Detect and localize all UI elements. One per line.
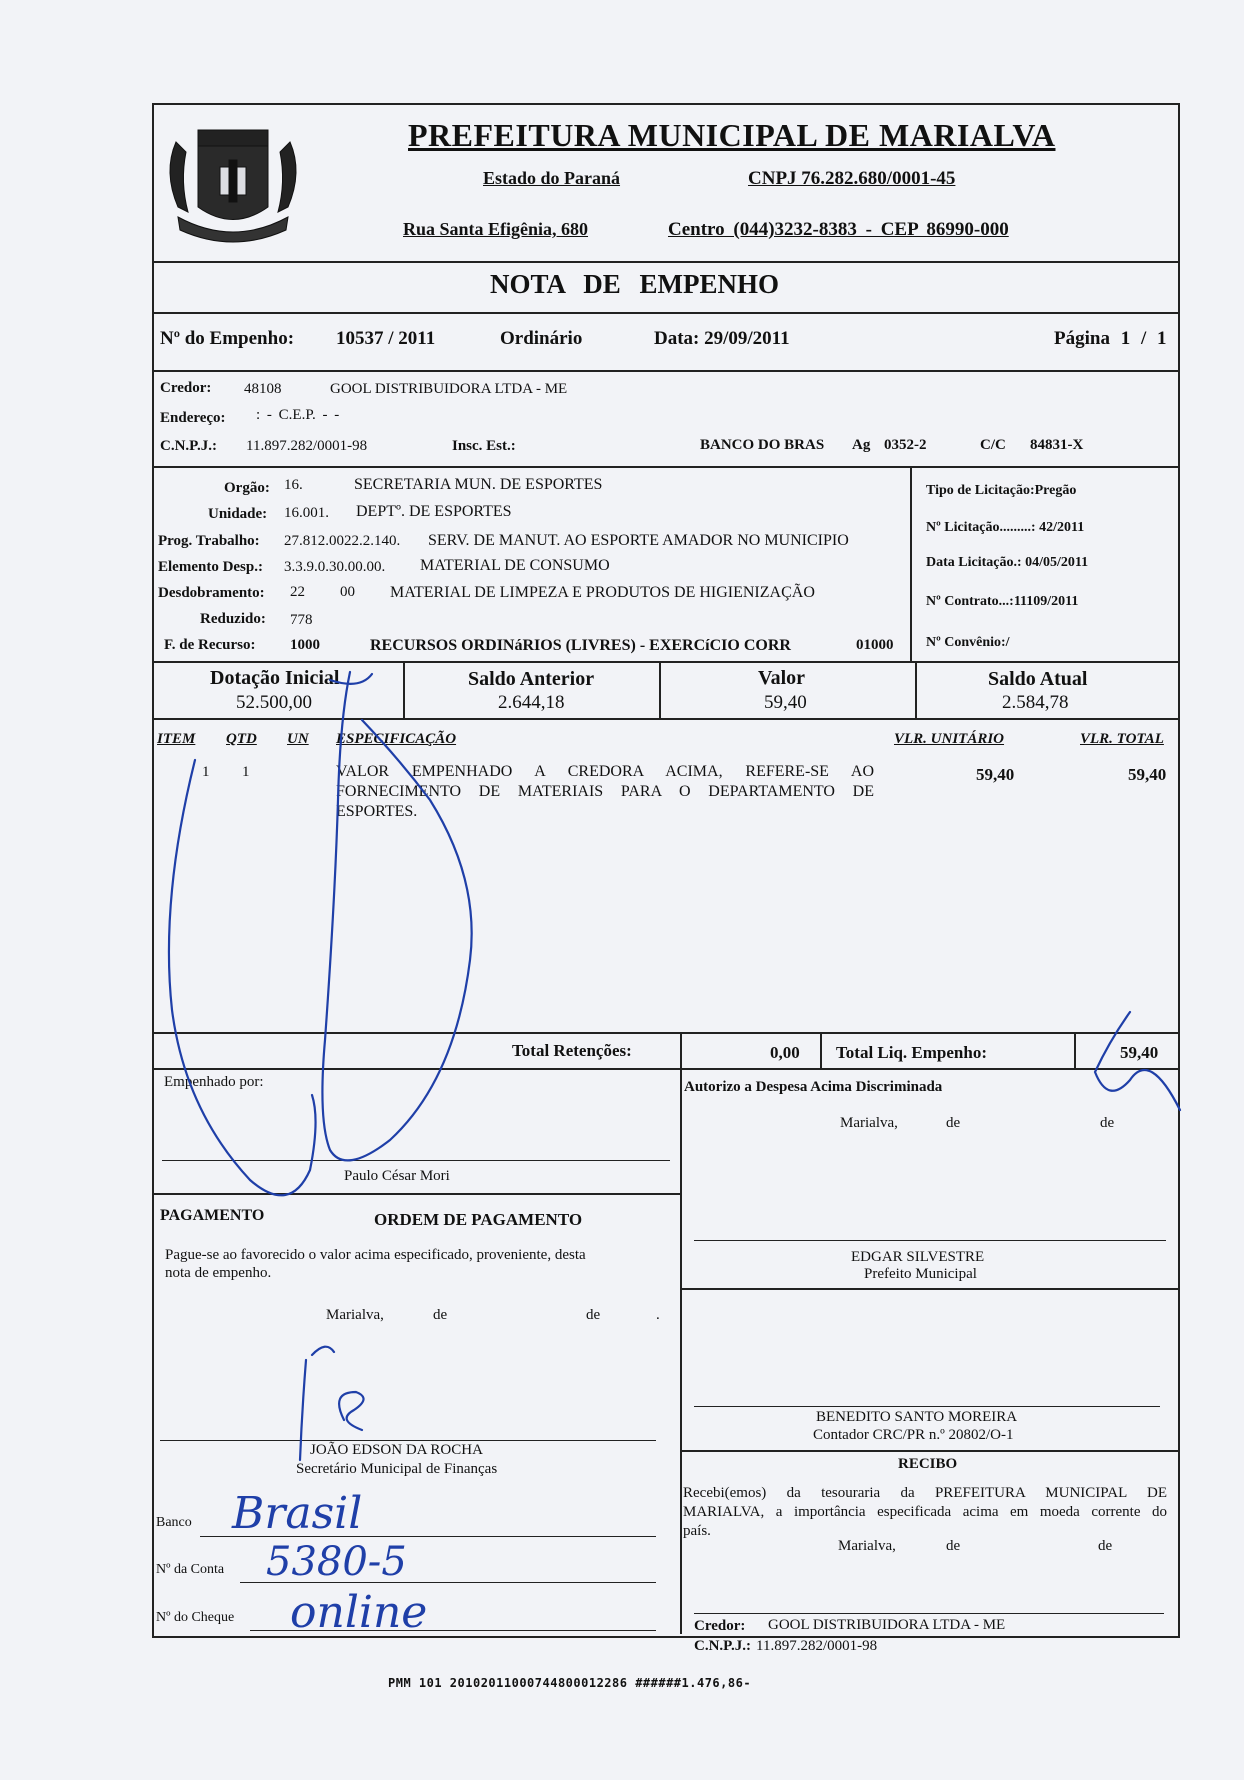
credor-name: GOOL DISTRIBUIDORA LTDA - ME bbox=[330, 381, 568, 397]
elem-desc: MATERIAL DE CONSUMO bbox=[420, 557, 610, 574]
recibo-cnpj: 11.897.282/0001-98 bbox=[756, 1638, 878, 1654]
empenho-number: 10537 / 2011 bbox=[336, 328, 436, 349]
saldo-anterior-value: 2.644,18 bbox=[498, 692, 565, 713]
desd-desc: MATERIAL DE LIMPEZA E PRODUTOS DE HIGIENIZAÇÃO bbox=[390, 584, 815, 601]
saldo-anterior-label: Saldo Anterior bbox=[468, 668, 595, 690]
pagamento-dot: . bbox=[656, 1307, 660, 1323]
empenho-number-label: Nº do Empenho: bbox=[160, 328, 295, 349]
orgao-desc: SECRETARIA MUN. DE ESPORTES bbox=[354, 476, 603, 493]
elem-code: 3.3.9.0.30.00.00. bbox=[284, 559, 386, 575]
dotacao-label: Dotação Inicial bbox=[210, 667, 340, 689]
empenho-page: Página 1 / 1 bbox=[1054, 328, 1167, 349]
recibo-city: Marialva, bbox=[838, 1538, 896, 1554]
pagamento-city: Marialva, bbox=[326, 1307, 384, 1323]
recibo-credor-label: Credor: bbox=[694, 1618, 746, 1634]
recibo-cnpj-label: C.N.P.J.: bbox=[694, 1638, 751, 1654]
contador-role: Contador CRC/PR n.º 20802/O-1 bbox=[813, 1427, 1014, 1443]
contador-name: BENEDITO SANTO MOREIRA bbox=[816, 1409, 1018, 1425]
empenho-date: Data: 29/09/2011 bbox=[654, 328, 790, 349]
item-spec-line3: ESPORTES. bbox=[336, 803, 418, 820]
saldo-atual-value: 2.584,78 bbox=[1002, 692, 1069, 713]
total-liq-label: Total Liq. Empenho: bbox=[836, 1043, 987, 1062]
pagamento-de1: de bbox=[433, 1307, 448, 1323]
recibo-line1: Recebi(emos) da tesouraria da PREFEITURA MUNICIPAL DE bbox=[683, 1485, 1167, 1501]
col-vlr-total: VLR. TOTAL bbox=[1080, 731, 1164, 747]
autorizo-de1: de bbox=[946, 1115, 961, 1131]
licitacao-numero: Nº Licitação.........: 42/2011 bbox=[926, 520, 1085, 535]
rubric-cross-mark bbox=[1095, 1012, 1180, 1110]
autorizo-city: Marialva, bbox=[840, 1115, 898, 1131]
total-liq-value: 59,40 bbox=[1120, 1043, 1159, 1062]
unidade-label: Unidade: bbox=[208, 506, 268, 522]
cnpj-value: 11.897.282/0001-98 bbox=[246, 438, 368, 454]
licitacao-tipo: Tipo de Licitação:Pregão bbox=[926, 483, 1077, 498]
autorizo-label: Autorizo a Despesa Acima Discriminada bbox=[684, 1079, 943, 1095]
bank-name: BANCO DO BRAS bbox=[700, 437, 825, 453]
item-spec-line2: FORNECIMENTO DE MATERIAIS PARA O DEPARTAMENTO DE bbox=[336, 783, 874, 800]
address-value: : - C.E.P. - - bbox=[256, 407, 340, 423]
prog-code: 27.812.0022.2.140. bbox=[284, 533, 401, 549]
col-un: UN bbox=[287, 731, 309, 747]
fonte-code: 1000 bbox=[290, 637, 320, 653]
unidade-desc: DEPTº. DE ESPORTES bbox=[356, 503, 512, 520]
ag-value: 0352-2 bbox=[884, 437, 927, 453]
recibo-credor-name: GOOL DISTRIBUIDORA LTDA - ME bbox=[768, 1617, 1006, 1633]
header-address: Rua Santa Efigênia, 680 bbox=[403, 219, 589, 239]
prefeito-name: EDGAR SILVESTRE bbox=[851, 1249, 985, 1265]
orgao-label: Orgão: bbox=[224, 480, 270, 496]
credor-code: 48108 bbox=[244, 381, 282, 397]
recibo-line3: país. bbox=[683, 1523, 711, 1539]
desd-code: 22 bbox=[290, 584, 305, 600]
col-especificacao: ESPECIFICAÇÃO bbox=[336, 731, 457, 747]
fonte-label: F. de Recurso: bbox=[164, 637, 256, 653]
recibo-de1: de bbox=[946, 1538, 961, 1554]
secretary-signature bbox=[300, 1347, 364, 1460]
convenio: Nº Convênio:/ bbox=[926, 635, 1010, 650]
secretario-name: JOÃO EDSON DA ROCHA bbox=[310, 1442, 483, 1458]
banco-handwritten: Brasil bbox=[232, 1488, 363, 1539]
elem-label: Elemento Desp.: bbox=[158, 559, 263, 575]
recibo-line2: MARIALVA, a importância especificada acima em moeda corrente do bbox=[683, 1504, 1167, 1520]
header-contact: Centro (044)3232-8383 - CEP 86990-000 bbox=[668, 219, 1009, 240]
item-unit-value: 59,40 bbox=[976, 765, 1015, 784]
autorizo-de2: de bbox=[1100, 1115, 1115, 1131]
valor-value: 59,40 bbox=[764, 692, 807, 713]
recibo-title: RECIBO bbox=[898, 1456, 958, 1472]
header-cnpj: CNPJ 76.282.680/0001-45 bbox=[748, 168, 956, 189]
dotacao-value: 52.500,00 bbox=[236, 692, 312, 713]
total-retencoes-label: Total Retenções: bbox=[512, 1041, 632, 1060]
pagamento-text-line1: Pague-se ao favorecido o valor acima especificado, proveniente, desta bbox=[165, 1247, 586, 1263]
pagamento-text-line2: nota de empenho. bbox=[165, 1265, 272, 1281]
col-vlr-unitario: VLR. UNITÁRIO bbox=[894, 731, 1005, 747]
total-retencoes-value: 0,00 bbox=[770, 1043, 800, 1062]
prefeito-role: Prefeito Municipal bbox=[864, 1266, 977, 1282]
col-item: ITEM bbox=[157, 731, 196, 747]
cheque-label: Nº do Cheque bbox=[156, 1610, 235, 1625]
rubric-flourish bbox=[169, 760, 316, 1195]
recibo-de2: de bbox=[1098, 1538, 1113, 1554]
item-number: 1 bbox=[202, 764, 210, 780]
rubric-large-loop bbox=[322, 672, 471, 1160]
cc-label: C/C bbox=[980, 437, 1006, 453]
conta-label: Nº da Conta bbox=[156, 1562, 225, 1577]
fonte-desc: RECURSOS ORDINáRIOS (LIVRES) - EXERCíCIO CORR bbox=[370, 637, 791, 654]
secretario-role: Secretário Municipal de Finanças bbox=[296, 1461, 498, 1477]
empenhado-name: Paulo César Mori bbox=[344, 1168, 450, 1184]
valor-label: Valor bbox=[758, 667, 806, 689]
credor-label: Credor: bbox=[160, 380, 212, 396]
ag-label: Ag bbox=[852, 437, 871, 453]
reduzido-label: Reduzido: bbox=[200, 611, 266, 627]
item-qtd: 1 bbox=[242, 764, 250, 780]
prog-label: Prog. Trabalho: bbox=[158, 533, 260, 549]
doc-title: NOTA DE EMPENHO bbox=[490, 269, 780, 299]
desd-label: Desdobramento: bbox=[158, 585, 265, 601]
header-title: PREFEITURA MUNICIPAL DE MARIALVA bbox=[408, 117, 1056, 153]
insc-label: Insc. Est.: bbox=[452, 438, 516, 454]
saldo-atual-label: Saldo Atual bbox=[988, 668, 1088, 690]
fonte-num: 01000 bbox=[856, 637, 894, 653]
cheque-handwritten: online bbox=[290, 1587, 428, 1638]
conta-handwritten: 5380-5 bbox=[266, 1539, 407, 1585]
address-label: Endereço: bbox=[160, 410, 226, 426]
pagamento-de2: de bbox=[586, 1307, 601, 1323]
licitacao-data: Data Licitação.: 04/05/2011 bbox=[926, 555, 1089, 570]
empenhado-label: Empenhado por: bbox=[164, 1074, 264, 1090]
empenho-kind: Ordinário bbox=[500, 328, 583, 349]
unidade-code: 16.001. bbox=[284, 505, 329, 521]
rubric-hook bbox=[330, 674, 372, 684]
ordem-pagamento-title: ORDEM DE PAGAMENTO bbox=[374, 1210, 583, 1229]
pagamento-label: PAGAMENTO bbox=[160, 1207, 265, 1224]
prog-desc: SERV. DE MANUT. AO ESPORTE AMADOR NO MUNICIPIO bbox=[428, 532, 849, 549]
item-spec-line1: VALOR EMPENHADO A CREDORA ACIMA, REFERE-SE AO bbox=[336, 763, 874, 780]
header-state: Estado do Paraná bbox=[483, 168, 621, 188]
banco-label: Banco bbox=[156, 1515, 192, 1530]
contrato: Nº Contrato...:11109/2011 bbox=[926, 594, 1079, 609]
item-total-value: 59,40 bbox=[1128, 765, 1167, 784]
cnpj-label: C.N.P.J.: bbox=[160, 438, 217, 454]
col-qtd: QTD bbox=[226, 731, 257, 747]
footer-code: PMM 101 20102011000744800012286 ######1.476,86- bbox=[388, 1676, 752, 1690]
cc-value: 84831-X bbox=[1030, 437, 1084, 453]
reduzido-value: 778 bbox=[290, 612, 313, 628]
orgao-code: 16. bbox=[284, 477, 303, 493]
desd-sub: 00 bbox=[340, 584, 355, 600]
